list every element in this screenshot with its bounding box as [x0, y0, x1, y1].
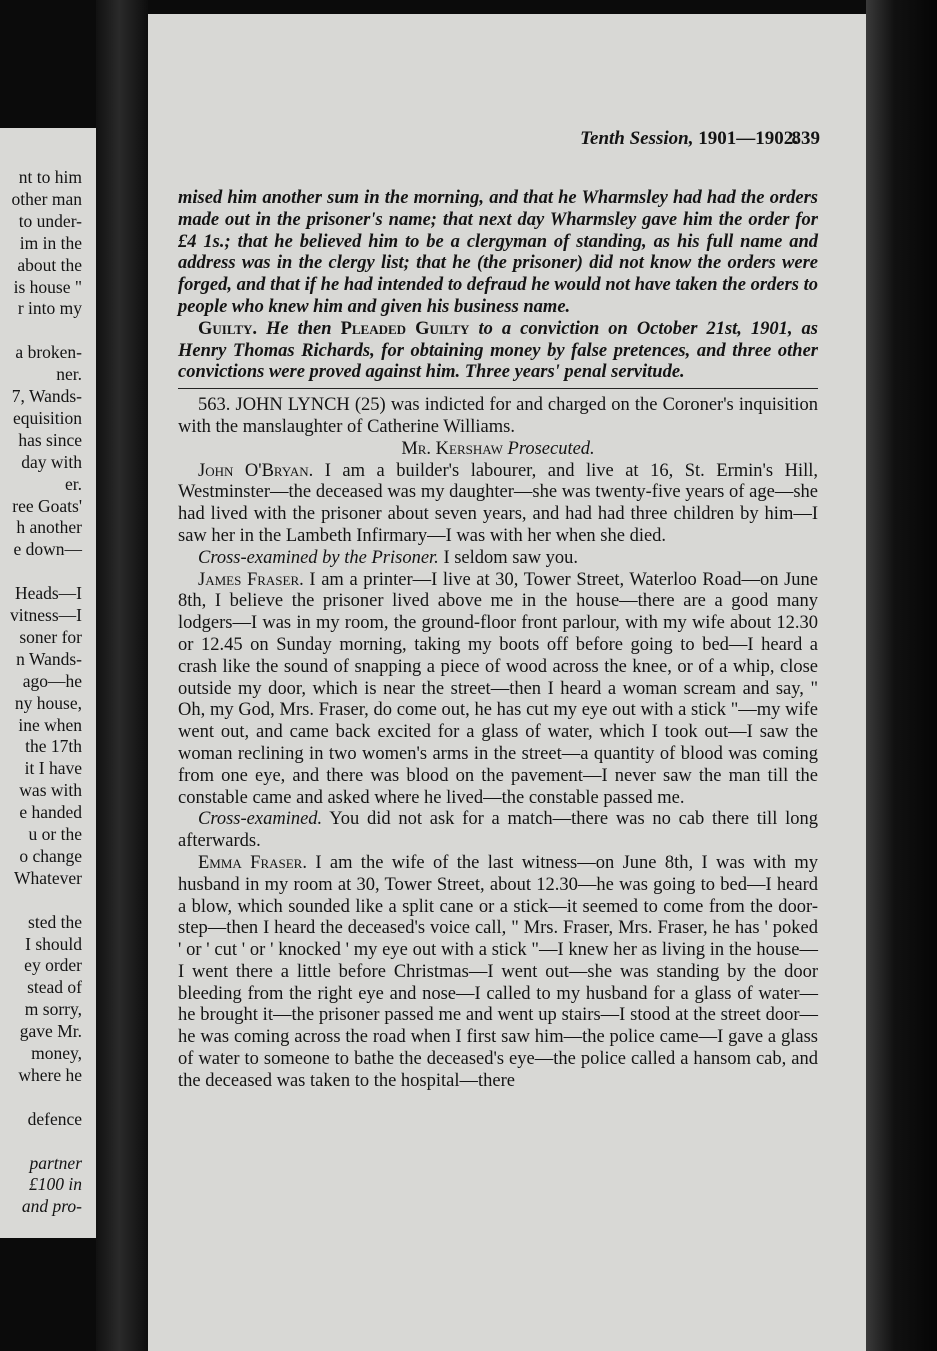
facing-page-line: £100 in	[29, 1174, 82, 1195]
facing-page-line: is house "	[13, 276, 82, 297]
facing-page-edge	[0, 128, 96, 1238]
facing-page-line: about the	[17, 254, 82, 275]
page-number: 839	[791, 128, 820, 149]
facing-page-line: n Wands-	[16, 648, 82, 669]
running-header	[148, 128, 798, 150]
verdict-text-2: to a conviction on October 21st, 1901, as Henry Thomas Richards, for obtaining money by false pretences, and three other convictions were proved against him. Three years' penal servitude.	[178, 318, 819, 383]
testimony-paragraph	[178, 570, 818, 810]
witness-name: James Fraser.	[198, 569, 304, 590]
facing-page-line: vitness—I	[10, 605, 82, 625]
testimony-text: You did not ask for a match—there was no cab there till long afterwards.	[178, 809, 818, 852]
cross-examination-label: Cross-examined.	[198, 809, 323, 830]
facing-page-line: u or the	[28, 824, 82, 844]
defendant-name: JOHN LYNCH	[235, 395, 350, 416]
book-gutter	[96, 0, 148, 1351]
pleaded-guilty-label: Pleaded Guilty	[340, 318, 470, 339]
testimony-text: I am a builder's labourer, and live at 16, St. Ermin's Hill, Westminster—the deceased was my daughter—she was twenty-five years of age—she had lived with the prisoner about seven years, and had had three children by him—I saw her in the Lambeth Infirmary—I was with her when she died.	[178, 460, 818, 546]
facing-page-line: e handed	[19, 802, 82, 823]
facing-page-line: I should	[25, 933, 82, 954]
facing-page-line: partner	[29, 1152, 82, 1173]
facing-page-line: money,	[31, 1043, 82, 1063]
facing-page-line: and pro-	[21, 1196, 82, 1217]
prosecutor-name: Mr. Kershaw	[401, 438, 503, 459]
session-years: 1901—1902.	[698, 128, 798, 149]
facing-page-line: h another	[16, 517, 82, 538]
facing-page-line: Heads—I	[14, 583, 82, 604]
facing-page-line: r into my	[17, 298, 82, 319]
facing-page-line: im in the	[19, 232, 82, 253]
facing-page-line: the 17th	[25, 736, 82, 757]
facing-page-line: soner for	[19, 626, 82, 647]
facing-page-line: has since	[18, 429, 82, 450]
prior-case-verdict	[178, 319, 818, 384]
prior-case-statement: mised him another sum in the morning, and that he Wharmsley had had the orders made out in the prisoner's name; that next day Wharmsley gave him the order for £4 1s.; that he believed him to be a clergyman of standing, as his full name and address was in the clergy list; that he (the prisoner) did not know the orders were forged, and that if he had intended to defraud he would not have taken the orders to people who knew him and given his business name.	[178, 188, 818, 317]
facing-page-line: defence	[27, 1108, 82, 1129]
case-heading	[178, 395, 818, 439]
page-edge-shadow	[866, 0, 937, 1351]
verdict-text-1: He then	[266, 318, 332, 339]
prosecution-line	[178, 439, 818, 461]
facing-page-line: stead of	[27, 977, 82, 998]
facing-page-line: nt to him	[18, 167, 82, 187]
page-body	[178, 188, 818, 1093]
facing-page-line: was with	[19, 780, 82, 801]
facing-page-line: equisition	[12, 407, 82, 428]
facing-page-line: day with	[21, 451, 82, 472]
facing-page-line: 7, Wands-	[11, 386, 82, 406]
facing-page-line: ree Goats'	[12, 495, 82, 516]
facing-page-line: ner.	[56, 364, 82, 385]
testimony-paragraph	[178, 461, 818, 548]
section-divider	[178, 388, 818, 389]
facing-page-line: er.	[64, 473, 82, 494]
facing-page-line: to under-	[18, 210, 82, 231]
facing-page-line: ine when	[18, 714, 82, 735]
case-number: 563.	[198, 395, 231, 416]
facing-page-line: a broken-	[15, 342, 82, 363]
facing-page-line: ey order	[24, 955, 82, 976]
witness-name: John O'Bryan.	[198, 460, 314, 481]
facing-page-line: sted the	[28, 911, 82, 932]
facing-page-line: e down—	[13, 539, 82, 560]
testimony-text: I seldom saw you.	[443, 547, 579, 568]
facing-page-line: it I have	[24, 758, 82, 779]
witness-name: Emma Fraser.	[198, 852, 307, 873]
testimony-text: I am the wife of the last witness—on June 8th, I was with my husband in my room at 30, Tower Street, about 12.30—he was going to bed—I heard a blow, which sounded like a split cane or a stick—it seemed to come from the door-step—then I heard the deceased's voice call, " Mrs. Fraser, Mrs. Fraser, he has ' poked ' or ' cut ' or ' knocked ' my eye out with a stick "—I knew her as living in the house—I went there a little before Christmas—I went out—she was standing by the door bleeding from the right eye and nose—I called to my husband for a glass of water—he brought it—the prisoner passed me and went up stairs—I stood at the street door—he was coming across the road when I first saw him—the police came—I gave a glass of water to someone to bathe the deceased's eye—the police called a hansom cab, and the deceased was taken to the hospital—there	[178, 852, 819, 1091]
testimony-paragraph	[178, 853, 818, 1093]
case-description: (25) was indicted for and charged on the Coroner's inquisition with the manslaughter of Catherine Williams.	[178, 395, 819, 437]
session-title: Tenth Session,	[580, 128, 694, 149]
facing-page-line: ago—he	[22, 670, 82, 691]
book-page	[148, 14, 866, 1351]
prosecutor-role: Prosecuted.	[507, 438, 595, 459]
testimony-paragraph	[178, 809, 818, 853]
guilty-label: Guilty.	[198, 318, 257, 339]
cross-examination-label: Cross-examined by the Prisoner.	[198, 547, 439, 568]
facing-page-line: m sorry,	[24, 999, 82, 1020]
facing-page-line: gave Mr.	[19, 1021, 82, 1042]
facing-page-lines	[0, 128, 96, 1217]
facing-page-line: ny house,	[14, 692, 82, 713]
facing-page-line: o change	[19, 845, 82, 866]
facing-page-line: other man	[11, 188, 82, 209]
testimony-paragraph	[178, 548, 818, 570]
facing-page-line: where he	[18, 1064, 82, 1085]
testimony-text: I am a printer—I live at 30, Tower Street, Waterloo Road—on June 8th, I believe the prisoner lived above me in the house—there are a good many lodgers—I was in my room, the ground-floor front parlour, with my wife about 12.30 or 12.45 on Sunday morning, taking my boots off before going to bed—I heard a crash like the sound of snapping a piece of wood across the knee, or of a whip, close outside my door, which is near the street—then I heard a woman scream and say, " Oh, my God, Mrs. Fraser, do come out, he has cut my eye out with a stick "—my wife went out, and came back excited for a glass of water, which I took out—I saw the woman reclining in two women's arms in the street—a quantity of blood was coming from one eye, and there was blood on the pavement—I never saw the man till the constable came and asked where he lived—the constable passed me.	[178, 569, 818, 808]
facing-page-line: Whatever	[13, 867, 82, 888]
testimony-list	[178, 461, 818, 1093]
